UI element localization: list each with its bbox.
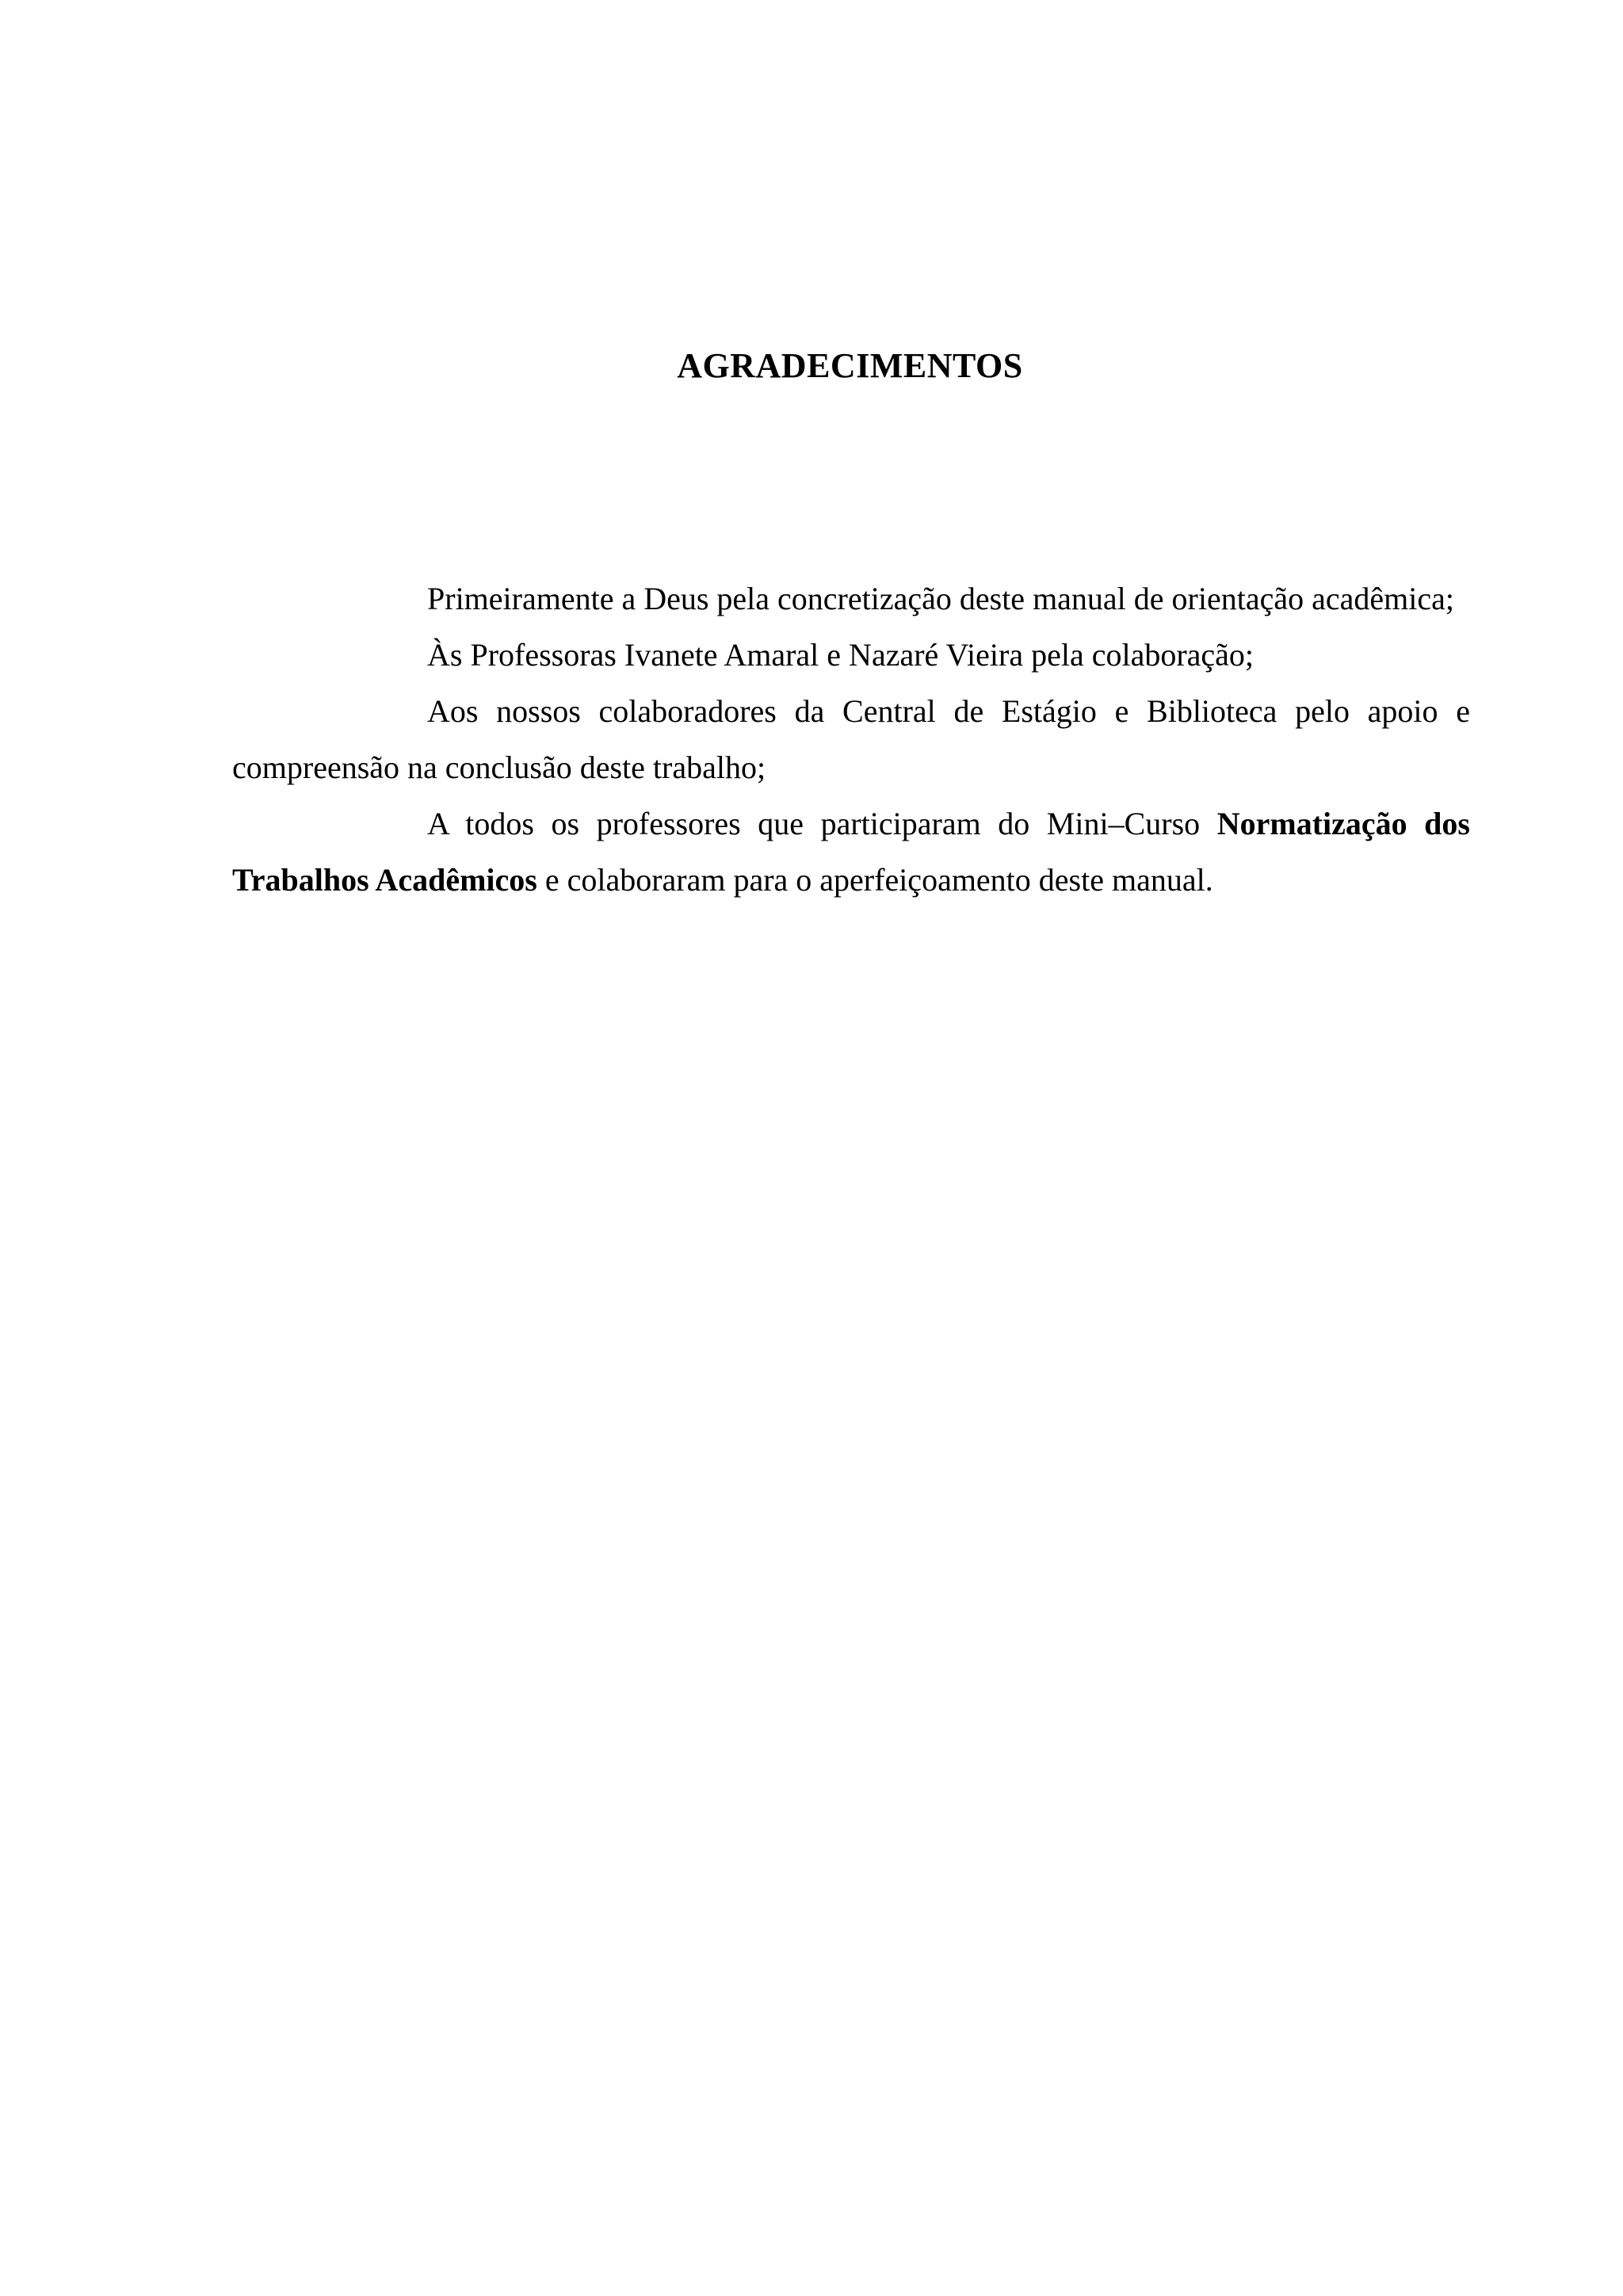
paragraph-4 bbox=[232, 795, 1470, 908]
course-name-emphasis: Normatização dos Trabalhos Acadêmicos bbox=[232, 806, 1470, 898]
paragraph-2: Às Professoras Ivanete Amaral e Nazaré Vieira pela colaboração; bbox=[427, 637, 1254, 673]
acknowledgements-body bbox=[232, 570, 1470, 908]
paragraph-3: Aos nossos colaboradores da Central de Estágio e Biblioteca pelo apoio e compreensão na conclusão deste trabalho; bbox=[232, 693, 1470, 785]
paragraph-4-text-start: A todos os professores que participaram do Mini–Curso bbox=[427, 806, 1217, 841]
page-title: AGRADECIMENTOS bbox=[677, 346, 1023, 385]
paragraph-4-text-end: e colaboraram para o aperfeiçoamento deste manual. bbox=[537, 862, 1213, 898]
paragraph-1: Primeiramente a Deus pela concretização deste manual de orientação acadêmica; bbox=[427, 581, 1454, 616]
